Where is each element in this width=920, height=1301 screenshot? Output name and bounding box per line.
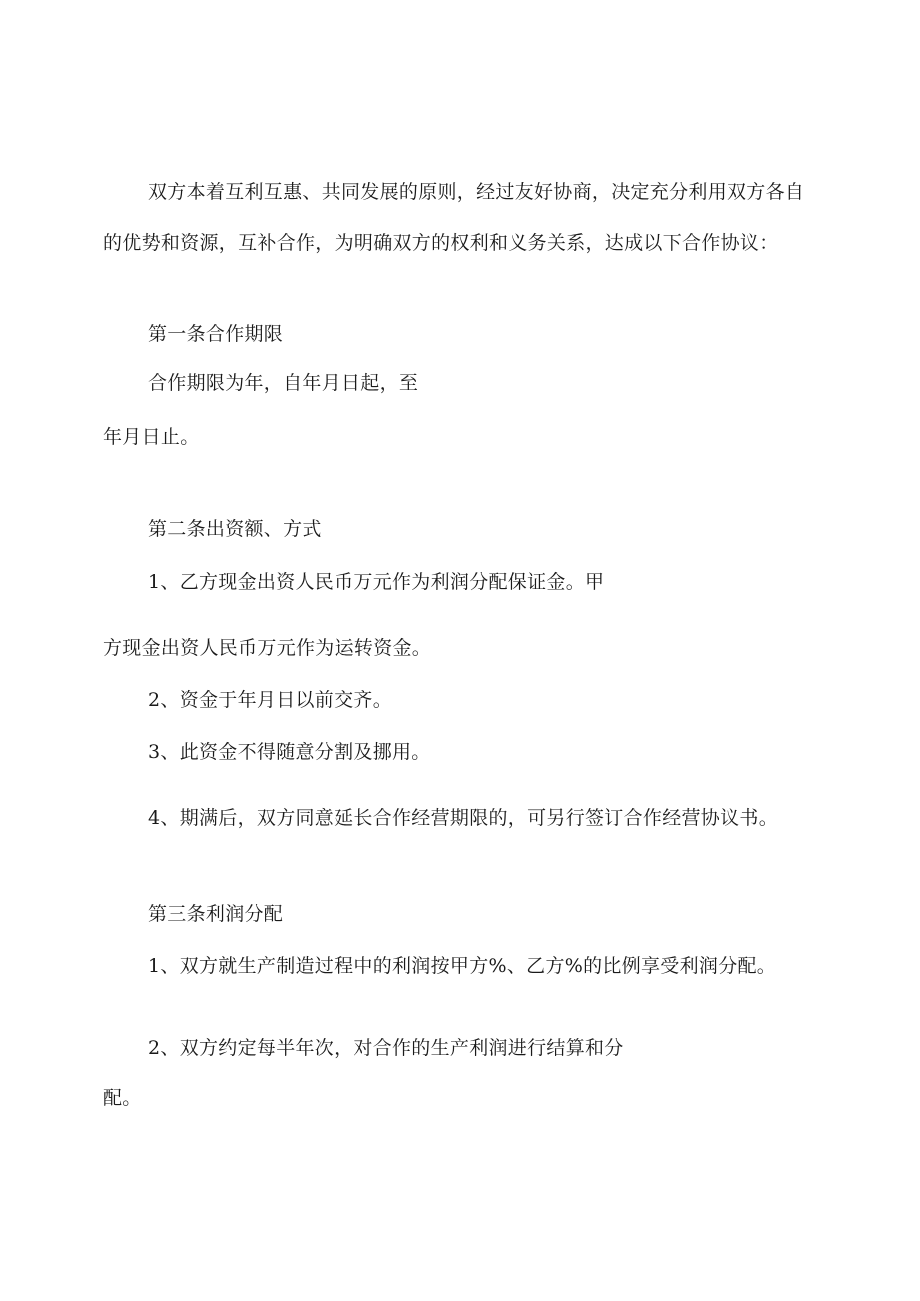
article-3-item-2: 2、双方约定每半年次，对合作的生产利润进行结算和分: [148, 1037, 624, 1059]
article-3-item-2-cont: 配。: [103, 1087, 142, 1109]
article-3-heading: 第三条利润分配: [148, 903, 284, 925]
article-2-item-1-cont: 方现金出资人民币万元作为运转资金。: [103, 637, 432, 659]
article-1-line-2: 年月日止。: [103, 426, 200, 448]
preamble-line-1: 双方本着互利互惠、共同发展的原则，经过友好协商，决定充分利用双方各自: [148, 181, 805, 203]
article-2-heading: 第二条出资额、方式: [148, 518, 322, 540]
article-2-item-2: 2、资金于年月日以前交齐。: [148, 689, 392, 711]
article-2-item-4: 4、期满后，双方同意延长合作经营期限的，可另行签订合作经营协议书。: [148, 807, 778, 829]
article-2-item-1: 1、乙方现金出资人民币万元作为利润分配保证金。甲: [148, 571, 605, 593]
article-3-item-1: 1、双方就生产制造过程中的利润按甲方%、乙方%的比例享受利润分配。: [148, 955, 777, 977]
article-1-heading: 第一条合作期限: [148, 323, 284, 345]
article-1-line-1: 合作期限为年，自年月日起，至: [148, 372, 419, 394]
preamble-line-2: 的优势和资源，互补合作，为明确双方的权利和义务关系，达成以下合作协议：: [103, 232, 779, 254]
article-2-item-3: 3、此资金不得随意分割及挪用。: [148, 741, 431, 763]
